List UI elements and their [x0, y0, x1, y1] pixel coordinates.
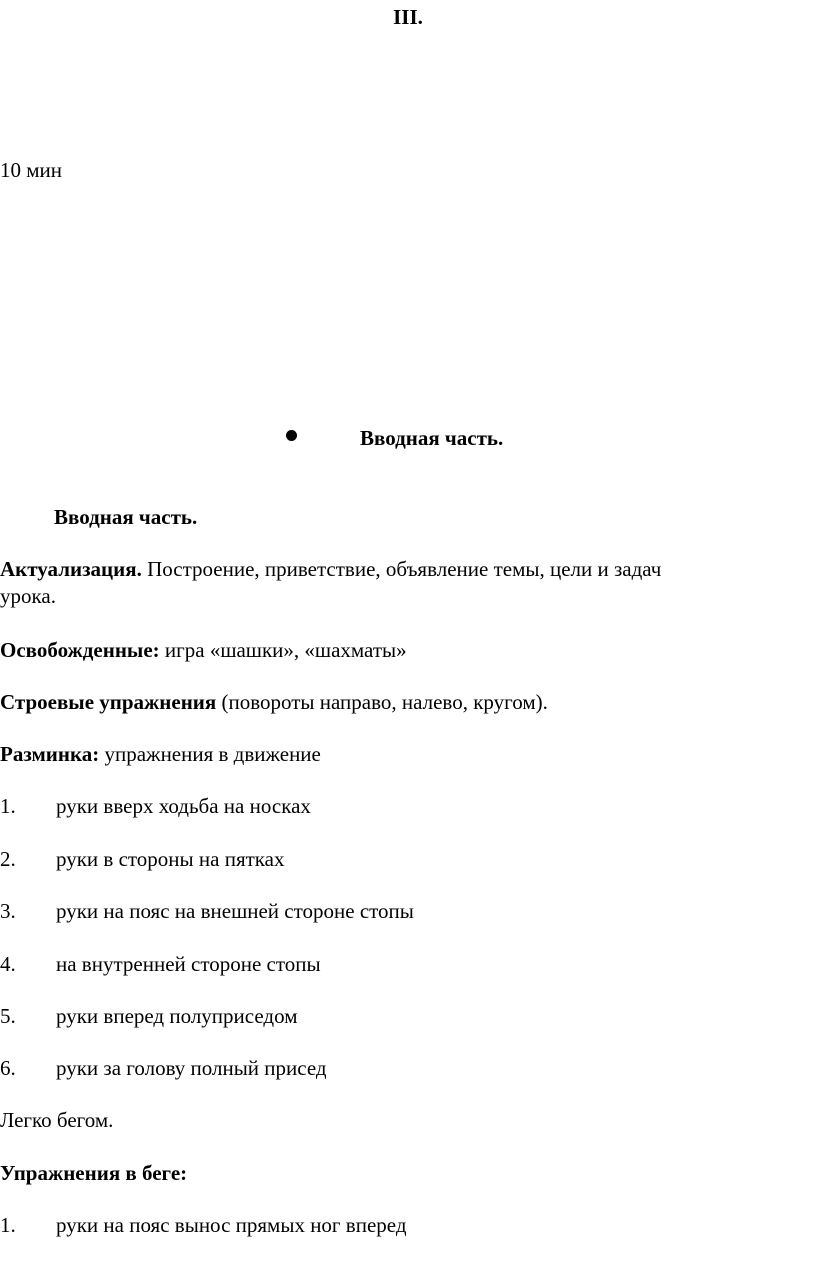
drill-paragraph — [0, 689, 548, 715]
exempt-label: Освобожденные: — [0, 638, 160, 662]
list-item-text: руки вверх ходьба на носках — [56, 794, 311, 818]
actualization-paragraph — [0, 556, 790, 582]
list-item-number: 6. — [0, 1056, 16, 1080]
bullet-icon — [286, 430, 297, 441]
list-item-text: руки вперед полуприседом — [56, 1004, 298, 1028]
running-exercises-heading: Упражнения в беге: — [0, 1161, 188, 1185]
list-item-number: 1. — [0, 794, 16, 818]
drill-label: Строевые упражнения — [0, 690, 217, 714]
exempt-paragraph — [0, 637, 407, 663]
drill-text: (повороты направо, налево, кругом). — [216, 690, 548, 714]
list-item-number: 2. — [0, 847, 16, 871]
list-item-number: 4. — [0, 952, 16, 976]
actualization-text: Построение, приветствие, объявление темы, цели и задач — [141, 557, 662, 581]
exempt-text: игра «шашки», «шахматы» — [159, 638, 407, 662]
list-item-text: руки в стороны на пятках — [56, 847, 285, 871]
sub-heading: Вводная часть. — [54, 505, 198, 529]
actualization-label: Актуализация. — [0, 557, 142, 581]
list-item-text: руки за голову полный присед — [56, 1056, 327, 1080]
duration-text: 10 мин — [0, 158, 63, 182]
list-item-number: 5. — [0, 1004, 16, 1028]
actualization-continuation: урока. — [0, 584, 56, 608]
light-run-text: Легко бегом. — [0, 1108, 114, 1132]
list-item-number: 3. — [0, 899, 16, 923]
warmup-paragraph — [0, 741, 321, 767]
bullet-heading: Вводная часть. — [360, 426, 504, 450]
list-item-text: на внутренней стороне стопы — [56, 952, 321, 976]
list-item-text: руки на пояс на внешней стороне стопы — [56, 899, 414, 923]
list-item-number: 1. — [0, 1213, 16, 1237]
warmup-text: упражнения в движение — [99, 742, 321, 766]
list-item-text: руки на пояс вынос прямых ног вперед — [56, 1213, 407, 1237]
section-numeral: III. — [393, 5, 423, 29]
warmup-label: Разминка: — [0, 742, 100, 766]
